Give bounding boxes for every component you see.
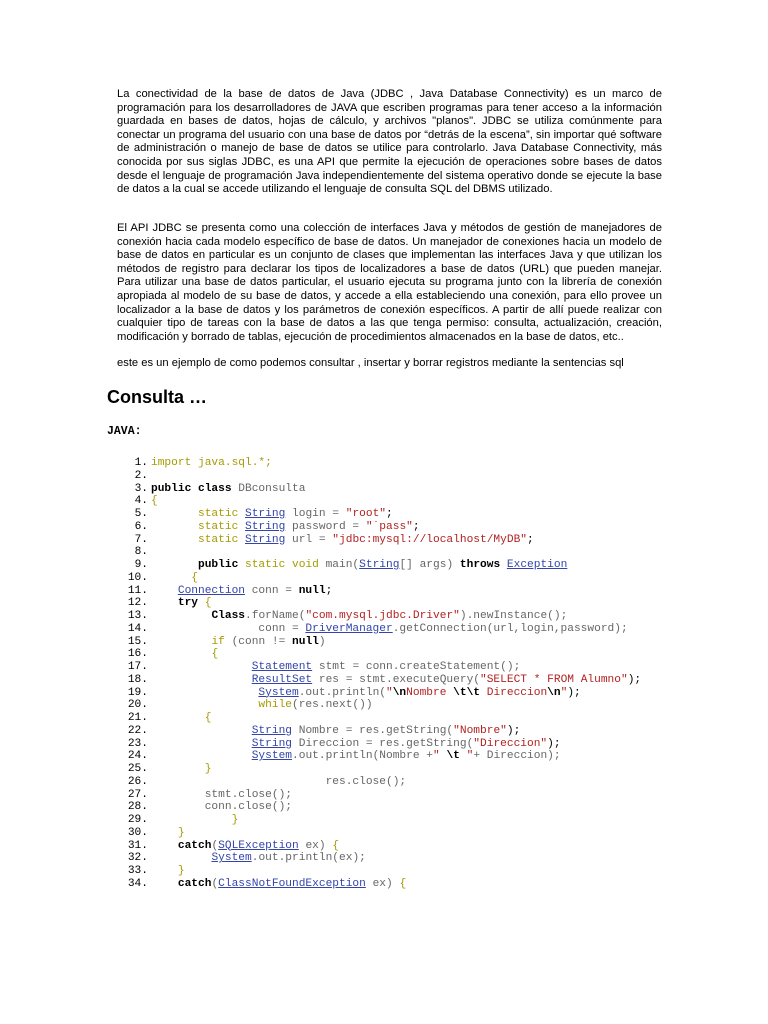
code-token: (conn != — [231, 635, 293, 648]
line-number: 27. — [127, 788, 148, 801]
code-text — [151, 495, 158, 508]
code-token: ); — [567, 686, 581, 699]
line-number: 34. — [127, 877, 148, 890]
code-token: try — [177, 597, 205, 610]
code-token: { — [151, 495, 158, 508]
line-number: 28. — [127, 801, 148, 814]
line-number: 12. — [127, 597, 148, 610]
code-line — [100, 495, 660, 508]
code-text — [151, 521, 420, 534]
code-token: " — [386, 686, 393, 699]
code-token: .forName( — [245, 610, 306, 622]
code-text — [151, 789, 292, 802]
line-number: 6. — [134, 520, 148, 533]
code-text — [151, 712, 211, 725]
code-token: static — [198, 533, 245, 546]
code-token: ; — [412, 520, 420, 533]
jdbc-api-paragraph: El API JDBC se presenta como una colección de interfaces Java y métodos de gestión de manejadores de conexión hacia cada modelo específico de base de datos. Un manejador de conexiones hacia un modelo de base de datos en particular es un conjunto de clases que implementan las interfaces Java y que utilizan los métodos de registro para declarar los tipos de localizadores a base de datos (URL) que pueden manejar. Para utilizar una base de datos particular, el usuario ejecuta su programa junto con la librería de conexión apropiada al modelo de su base de datos, y accede a ella estableciendo una conexión, para ello provee un localizador a la base de datos y los parámetros de conexión específicos. A partir de allí puede realizar con cualquier tipo de tareas con la base de datos a las que tenga permiso: consulta, actualización, creación, modificación y borrado de tablas, ejecución de procedimientos almacenados en la base de datos, etc.. — [117, 222, 662, 343]
code-token: String — [251, 724, 293, 737]
code-token: url = — [285, 533, 333, 546]
code-text — [151, 610, 567, 623]
code-token: Exception — [506, 559, 568, 571]
code-line — [100, 687, 660, 700]
code-line — [100, 546, 660, 559]
example-intro-paragraph: este es un ejemplo de como podemos consultar , insertar y borrar registros mediante la sentencias sql — [117, 357, 624, 369]
code-token: { — [332, 839, 340, 852]
code-text — [151, 661, 520, 674]
line-number: 33. — [127, 865, 148, 877]
line-number: 15. — [127, 635, 148, 648]
line-number: 26. — [127, 775, 148, 788]
line-number: 16. — [127, 648, 148, 661]
code-line — [100, 457, 660, 470]
code-line — [100, 699, 660, 712]
code-token: ; — [527, 533, 534, 546]
code-token: ); — [627, 673, 642, 686]
code-token: ) — [318, 635, 326, 648]
code-token: System — [258, 686, 299, 699]
code-token: [] args) — [399, 559, 460, 571]
line-number: 7. — [134, 533, 148, 546]
line-number: 21. — [127, 712, 148, 724]
code-token: public class — [151, 482, 239, 495]
line-number: 5. — [134, 508, 148, 520]
code-text — [151, 508, 393, 521]
code-line — [100, 814, 660, 827]
code-token: ex) — [298, 839, 333, 852]
code-token: null — [298, 584, 326, 597]
code-line — [100, 636, 660, 649]
line-number: 18. — [127, 673, 148, 686]
code-line — [100, 521, 660, 534]
line-number: 22. — [127, 724, 148, 737]
code-line — [100, 661, 660, 674]
code-token: " — [560, 686, 568, 699]
line-number: 23. — [127, 737, 148, 750]
code-text — [151, 750, 561, 763]
code-token: import java.sql.*; — [151, 457, 272, 469]
code-token: conn = — [258, 622, 306, 635]
code-token: Direccion — [480, 686, 548, 699]
line-number: 14. — [127, 622, 148, 635]
code-line — [100, 648, 660, 661]
code-line — [100, 585, 660, 598]
code-token: static void — [245, 559, 326, 571]
code-token: \n — [547, 686, 561, 699]
code-token: ; — [325, 584, 333, 597]
code-token: login = — [285, 508, 346, 520]
code-token: ).newInstance(); — [459, 610, 568, 622]
code-token: .out.println(ex); — [251, 852, 366, 865]
code-line — [100, 763, 660, 776]
code-token: stmt.close(); — [204, 788, 292, 801]
code-token: Class — [211, 610, 246, 622]
code-token: catch — [177, 839, 212, 852]
code-token: while — [258, 699, 292, 712]
code-text — [151, 776, 406, 789]
code-token: "jdbc:mysql://localhost/MyDB" — [332, 533, 527, 546]
code-text — [151, 483, 305, 496]
code-token: throws — [459, 559, 507, 571]
code-line — [100, 725, 660, 738]
code-token: ClassNotFoundException — [218, 877, 366, 890]
code-line — [100, 827, 660, 840]
code-text — [151, 559, 567, 572]
code-line — [100, 801, 660, 814]
code-line — [100, 470, 660, 483]
code-text — [151, 623, 628, 636]
code-token: ); — [547, 737, 561, 750]
line-number: 8. — [134, 546, 148, 559]
code-token: ResultSet — [251, 673, 313, 686]
code-line — [100, 852, 660, 865]
code-token: ; — [386, 508, 393, 520]
code-text — [151, 865, 185, 878]
code-token: "SELECT * FROM Alumno" — [480, 673, 628, 686]
code-line — [100, 776, 660, 789]
code-token: "˙pass" — [365, 520, 413, 533]
code-token: static — [198, 508, 245, 520]
code-token: "Direccion" — [473, 737, 548, 750]
code-token: System — [251, 750, 293, 763]
code-token: Nombre = res.getString( — [292, 724, 454, 737]
code-text — [151, 840, 339, 853]
code-token: public — [198, 559, 245, 571]
code-token: { — [399, 877, 407, 890]
code-token: Statement — [251, 661, 313, 673]
code-token: ( — [211, 839, 219, 852]
code-token: } — [231, 814, 239, 826]
code-line — [100, 878, 660, 891]
code-token: \t — [446, 750, 460, 763]
code-text — [151, 534, 534, 547]
line-number: 17. — [127, 661, 148, 673]
line-number: 30. — [127, 826, 148, 839]
code-token: DBconsulta — [238, 482, 306, 495]
code-text — [151, 852, 366, 865]
code-text — [151, 687, 581, 700]
code-text — [151, 648, 218, 661]
code-line — [100, 712, 660, 725]
code-token: " — [433, 750, 447, 763]
code-token: ex) — [365, 877, 400, 890]
code-token: String — [245, 508, 286, 520]
line-number: 24. — [127, 750, 148, 763]
code-token: DriverManager — [305, 622, 393, 635]
code-line — [100, 623, 660, 636]
code-text — [151, 457, 272, 470]
code-token: res = stmt.executeQuery( — [312, 673, 480, 686]
code-token: main( — [325, 559, 360, 571]
code-token: catch — [177, 877, 212, 890]
code-token: SQLException — [218, 839, 299, 852]
code-token: stmt = conn.createStatement(); — [312, 661, 521, 673]
code-token: + Direccion); — [473, 750, 561, 763]
line-number: 4. — [134, 495, 148, 508]
code-token: Direccion = res.getString( — [292, 737, 474, 750]
code-token: null — [292, 635, 319, 648]
code-line — [100, 483, 660, 496]
code-token: ); — [506, 724, 521, 737]
code-text — [151, 725, 520, 738]
code-line — [100, 674, 660, 687]
code-token: Nombre — [406, 686, 454, 699]
code-token: System — [211, 852, 252, 865]
code-token: Connection — [177, 584, 245, 597]
code-token: .getConnection(url,login,password); — [392, 622, 628, 635]
intro-paragraph: La conectividad de la base de datos de Java (JDBC , Java Database Connectivity) es un marco de programación para los desarrolladores de JAVA que escriben programas para tener acceso a la información guardada en bases de datos, hojas de cálculo, y archivos "planos". JDBC se utiliza comúnmente para conectar un programa del usuario con una base de datos por “detrás de la escena”, sin importar qué software de administración o manejo de base de datos se utilice para controlarlo. Java Database Connectivity, más conocida por sus siglas JDBC, es una API que permite la ejecución de operaciones sobre bases de datos desde el lenguaje de programación Java independientemente del sistema operativo donde se ejecute la base de datos a la cual se accede utilizando el lenguaje de consulta SQL del DBMS utilizado. — [117, 88, 662, 196]
code-token: static — [198, 520, 245, 533]
code-line — [100, 789, 660, 802]
code-token: " — [459, 750, 474, 763]
code-text — [151, 738, 561, 751]
code-text — [151, 699, 373, 712]
code-line — [100, 610, 660, 623]
code-token: { — [204, 597, 212, 610]
code-line — [100, 572, 660, 585]
code-token: res.close(); — [325, 775, 407, 788]
line-number: 3. — [134, 482, 148, 495]
code-token: ( — [211, 877, 219, 890]
code-line — [100, 559, 660, 572]
code-token: { — [204, 712, 212, 724]
line-number: 31. — [127, 839, 148, 852]
code-token: conn = — [245, 584, 299, 597]
line-number: 13. — [127, 610, 148, 622]
line-number: 25. — [127, 763, 148, 775]
code-token: .out.println( — [298, 686, 386, 699]
line-number: 11. — [127, 584, 148, 597]
code-token: } — [204, 763, 212, 775]
code-token: { — [191, 571, 199, 584]
code-token: conn.close(); — [204, 801, 292, 814]
code-text — [151, 585, 332, 598]
line-number: 20. — [127, 699, 148, 712]
code-token: String — [245, 533, 286, 546]
code-text — [151, 636, 326, 649]
code-line — [100, 865, 660, 878]
code-token: } — [177, 865, 185, 877]
code-token: } — [177, 826, 185, 839]
code-line — [100, 534, 660, 547]
line-number: 10. — [127, 571, 148, 584]
code-token: \t\t — [453, 686, 481, 699]
code-token: if — [211, 635, 232, 648]
code-line — [100, 738, 660, 751]
code-text — [151, 763, 211, 776]
line-number: 19. — [127, 686, 148, 699]
code-text — [151, 878, 406, 891]
code-listing — [100, 457, 660, 891]
code-token: String — [245, 520, 286, 533]
line-number: 1. — [134, 457, 148, 469]
code-token: { — [211, 648, 219, 661]
code-token: "root" — [345, 508, 387, 520]
code-token: .out.println(Nombre + — [292, 750, 434, 763]
line-number: 2. — [134, 469, 148, 482]
code-token: "Nombre" — [453, 724, 507, 737]
code-token: String — [251, 737, 293, 750]
code-text — [151, 827, 185, 840]
code-line — [100, 597, 660, 610]
section-heading: Consulta … — [107, 387, 208, 407]
code-token: password = — [285, 520, 366, 533]
code-line — [100, 750, 660, 763]
code-text — [151, 597, 211, 610]
code-text — [151, 814, 238, 827]
code-line — [100, 508, 660, 521]
code-text — [151, 801, 292, 814]
code-text — [151, 572, 198, 585]
line-number: 9. — [134, 559, 148, 571]
code-line — [100, 840, 660, 853]
code-token: "com.mysql.jdbc.Driver" — [305, 610, 460, 622]
code-text — [151, 674, 641, 687]
line-number: 32. — [127, 852, 148, 865]
language-label: JAVA: — [107, 425, 142, 438]
code-token: (res.next()) — [292, 699, 373, 712]
line-number: 29. — [127, 814, 148, 826]
code-token: String — [359, 559, 400, 571]
code-token: \n — [392, 686, 407, 699]
